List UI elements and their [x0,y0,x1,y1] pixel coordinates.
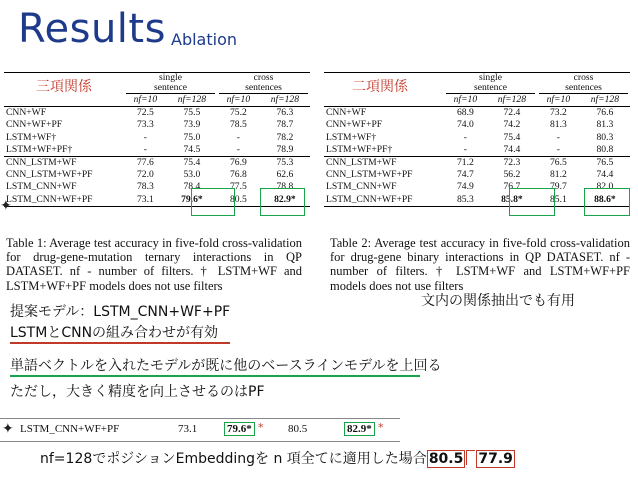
row-value: - [143,131,147,143]
table2-subheader: nf=10 [453,94,478,105]
row-value: 75.2 [229,107,247,119]
pf-effect-note: ただし，大きく精度を向上させるのはPF [10,384,265,400]
row-value: 76.7 [503,181,521,193]
row-value: 85.3 [456,193,474,205]
table2-highlight-box-cross [584,188,630,216]
position-embedding-text: nf=128でポジションEmbeddingを n 項全てに適用した場合 [40,451,427,467]
row-value: 74.0 [456,119,474,131]
row-value: 71.2 [456,157,474,169]
row-value: - [463,131,467,143]
row-value: 77.6 [136,157,154,169]
combination-underline [10,342,230,344]
table-row [324,144,630,157]
strip-value-highlight: 82.9* [344,422,375,436]
table2-highlight-box-single [509,188,555,216]
row-value: - [143,143,147,155]
row-value: 79.7 [549,181,567,193]
table-row [324,157,630,170]
strip-value-highlight: 79.6* [224,422,255,436]
table-row [324,119,630,131]
row-value: 72.0 [136,169,154,181]
row-value: 78.5 [229,119,247,131]
row-value: 73.3 [136,119,154,131]
row-value: 78.4 [183,181,201,193]
table1-subheader: nf=128 [270,94,300,105]
row-value: 75.5 [183,107,201,119]
row-value: 62.6 [276,169,294,181]
row-model-name: LSTM+WF† [326,131,377,143]
table2-header-single: single sentence [444,73,537,95]
row-value: - [236,143,240,155]
slide-title: Results [18,6,166,52]
row-value: 74.4 [503,143,521,155]
row-value: 76.6 [596,107,614,119]
strip-model: LSTM_CNN+WF+PF [20,423,120,435]
row-value: 74.7 [456,169,474,181]
table-row [4,107,310,120]
strip-value: 80.5 [288,423,308,435]
table1-header-cross: cross sentences [217,73,310,95]
row-value: 75.3 [276,157,294,169]
row-value: 74.9 [456,181,474,193]
strip-value: 73.1 [178,423,198,435]
row-value: 76.9 [229,157,247,169]
word-vector-note: 単語ベクトルを入れたモデルが既に他のベースラインモデルを上回る [10,358,442,374]
row-model-name: CNN+WF+PF [6,119,63,131]
row-value: 73.1 [136,193,154,205]
row-value: 75.0 [183,131,201,143]
row-value: 76.5 [596,157,614,169]
row-value: 81.2 [549,169,567,181]
marker-red: * [378,421,384,434]
row-model-name: CNN+WF [6,107,47,119]
row-model-name: LSTM+WF† [6,131,57,143]
row-value: 56.2 [503,169,521,181]
table1-header-single: single sentence [124,73,217,95]
table1-subheader: nf=10 [133,94,158,105]
row-value: 85.8* [501,193,523,205]
row-value: 73.9 [183,119,201,131]
table-row [4,119,310,131]
row-value: 73.2 [549,107,567,119]
table2-subheader: nf=128 [590,94,620,105]
table-row [324,169,630,181]
row-value: - [463,143,467,155]
row-model-name: CNN_LSTM+WF [6,157,77,169]
row-model-name: CNN_LSTM+WF [326,157,397,169]
row-value: 78.8 [276,181,294,193]
table1-subheader: nf=128 [177,94,207,105]
row-value: 80.8 [596,143,614,155]
row-value: - [556,131,560,143]
row-model-name: LSTM_CNN+WF+PF [326,193,413,205]
row-value: 74.2 [503,119,521,131]
row-model-name: LSTM+WF+PF† [326,143,393,155]
row-value: 85.1 [549,193,567,205]
table-row [324,132,630,144]
row-value: 76.3 [276,107,294,119]
table1-caption: Table 1: Average test accuracy in five-fold cross-validation for drug-gene-mutation ternary interactions in QP DATASET. nf - number of filters. † LSTM+WF and LSTM+WF+PF models does not use filters [6,236,302,293]
row-model-name: CNN_LSTM+WF+PF [326,169,413,181]
row-value: 88.6* [594,193,616,205]
relation-useful-note: 文内の関係抽出でも有用 [421,293,575,309]
row-value: 78.7 [276,119,294,131]
row-model-name: CNN+WF [326,107,367,119]
position-embedding-value-2: 77.9 [478,451,513,467]
row-value: 74.5 [183,143,201,155]
row-model-name: LSTM_CNN+WF [326,181,397,193]
row-value: 81.3 [596,119,614,131]
row-value: 76.5 [549,157,567,169]
row-value: 72.3 [503,157,521,169]
pointer-marker-icon: ✦ [0,198,12,214]
row-value: 80.5 [229,193,247,205]
table-row [4,144,310,157]
table1-subheader: nf=10 [226,94,251,105]
row-value: 82.0 [596,181,614,193]
row-value: - [556,143,560,155]
row-value: 53.0 [183,169,201,181]
table-row [4,132,310,144]
slide-subtitle: Ablation [171,30,237,49]
proposed-model-note: 提案モデル：LSTM_CNN+WF+PF [10,304,231,320]
row-value: 75.4 [503,131,521,143]
row-value: 78.9 [276,143,294,155]
word-vector-underline [10,375,420,377]
position-embedding-note [40,448,515,468]
row-value: 74.4 [596,169,614,181]
position-embedding-separator [466,450,475,465]
position-embedding-value-1: 80.5 [428,451,464,467]
table1-highlight-box-single [191,188,235,216]
row-model-name: LSTM+WF+PF† [6,143,73,155]
row-value: 72.5 [136,107,154,119]
binary-relation-label: 二項関係 [352,79,408,95]
row-value: 81.3 [549,119,567,131]
table2-subheader: nf=128 [497,94,527,105]
result-strip [0,418,400,442]
table2-subheader: nf=10 [546,94,571,105]
table-row [324,107,630,120]
pointer-marker-icon: ✦ [2,421,14,437]
row-model-name: LSTM_CNN+WF+PF [6,193,93,205]
row-model-name: LSTM_CNN+WF [6,181,77,193]
row-value: 79.6* [181,193,203,205]
combination-note: LSTMとCNNの組み合わせが有効 [10,325,219,341]
row-value: 68.9 [456,107,474,119]
table-row [4,157,310,170]
row-value: 72.4 [503,107,521,119]
table2-header-cross: cross sentences [537,73,630,95]
row-model-name: CNN+WF+PF [326,119,383,131]
ternary-relation-label: 三項関係 [36,79,92,95]
row-value: 82.9* [274,193,296,205]
row-value: 75.4 [183,157,201,169]
row-model-name: CNN_LSTM+WF+PF [6,169,93,181]
row-value: 77.5 [229,181,247,193]
row-value: 76.8 [229,169,247,181]
row-value: 78.3 [136,181,154,193]
marker-red: * [258,421,264,434]
table-row [4,169,310,181]
row-value: 78.2 [276,131,294,143]
table2-caption: Table 2: Average test accuracy in five-fold cross-validation for drug-gene binary interactions in QP DATASET. nf - number of filters. † LSTM+WF and LSTM+WF+PF models does not use filters [330,236,630,293]
table1-highlight-box-cross [260,188,305,216]
row-value: - [236,131,240,143]
row-value: 80.3 [596,131,614,143]
